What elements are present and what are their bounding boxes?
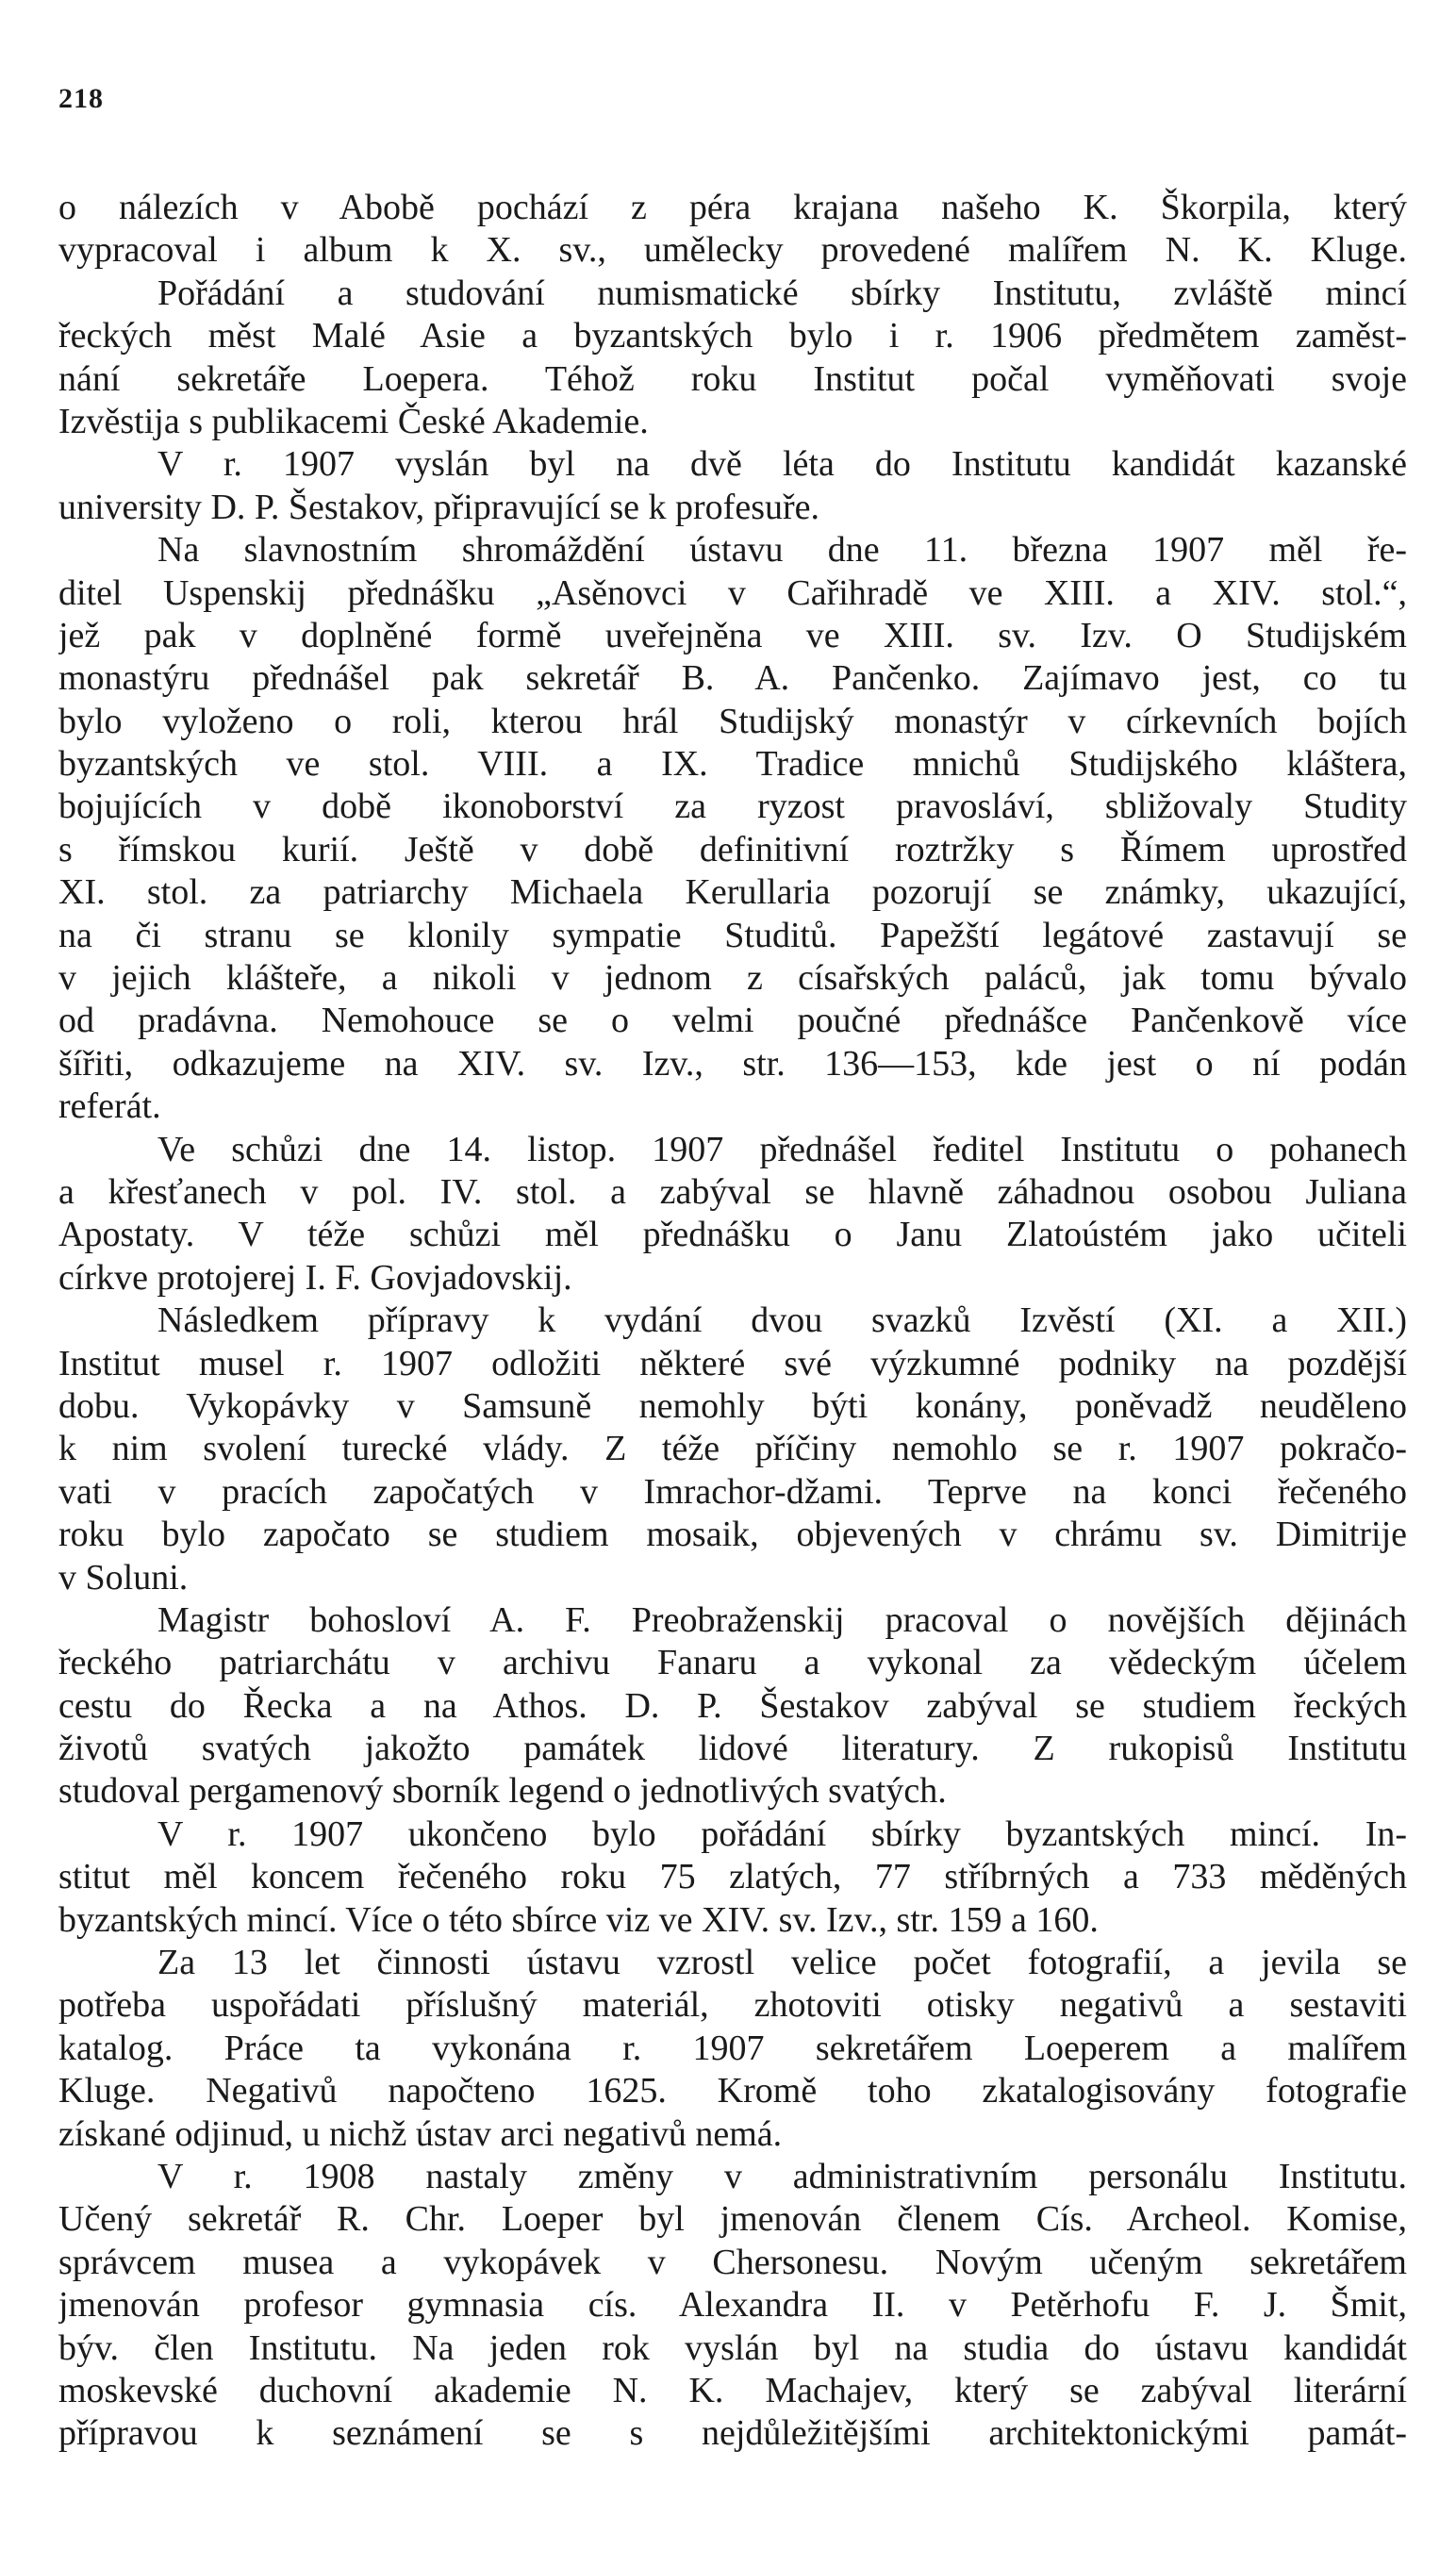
text-line: V r. 1907 ukončeno bylo pořádání sbírky byzantských mincí. In-: [157, 1813, 1407, 1854]
text-line: řeckého patriarchátu v archivu Fanaru a vykonal za vědeckým účelem: [58, 1643, 1407, 1683]
text-line: o nálezích v Abobě pochází z péra krajana našeho K. Škorpila, který: [58, 188, 1407, 227]
text-line: XI. stol. za patriarchy Michaela Kerullaria pozorují se známky, ukazující,: [58, 872, 1407, 913]
text-line: Za 13 let činnosti ústavu vzrostl velice počet fotografií, a jevila se: [157, 1943, 1407, 1983]
text-line: Kluge. Negativů napočteno 1625. Kromě toho zkatalogisovány fotografie: [58, 2071, 1407, 2111]
text-line: s římskou kurií. Ještě v době definitivní roztržky s Římem uprostřed: [58, 829, 1407, 869]
text-line: katalog. Práce ta vykonána r. 1907 sekretářem Loeperem a malířem: [58, 2028, 1407, 2068]
text-line: jmenován profesor gymnasia cís. Alexandra II. v Petěrhofu F. J. Šmit,: [58, 2285, 1407, 2326]
text-line: cestu do Řecka a na Athos. D. P. Šestakov zabýval se studiem řeckých: [58, 1685, 1407, 1726]
text-line: V r. 1908 nastaly změny v administrativním personálu Institutu.: [157, 2156, 1407, 2196]
text-line: Učený sekretář R. Chr. Loeper byl jmenován členem Cís. Archeol. Komise,: [58, 2199, 1407, 2240]
text-line: Apostaty. V téže schůzi měl přednášku o Janu Zlatoústém jako učiteli: [58, 1215, 1407, 1255]
text-line: získané odjinud, u nichž ústav arci negativů nemá.: [58, 2113, 783, 2154]
text-line: Institut musel r. 1907 odložiti některé své výzkumné podniky na pozdější: [58, 1343, 1407, 1383]
text-line: k nim svolení turecké vlády. Z téže příčiny nemohlo se r. 1907 pokračo-: [58, 1429, 1407, 1469]
text-line: vati v pracích započatých v Imrachor-džami. Teprve na konci řečeného: [58, 1471, 1407, 1512]
text-line: studoval pergamenový sborník legend o jednotlivých svatých.: [58, 1771, 947, 1812]
text-line: referát.: [58, 1086, 161, 1127]
text-line: nání sekretáře Loepera. Téhož roku Institut počal vyměňovati svoje: [58, 358, 1407, 399]
text-line: moskevské duchovní akademie N. K. Machajev, který se zabýval literární: [58, 2370, 1407, 2410]
text-line: Pořádání a studování numismatické sbírky Institutu, zvláště mincí: [157, 273, 1407, 313]
text-line: v Soluni.: [58, 1557, 189, 1598]
text-line: monastýru přednášel pak sekretář B. A. Pančenko. Zajímavo jest, co tu: [58, 658, 1407, 699]
text-line: dobu. Vykopávky v Samsuně nemohly býti konány, poněvadž neuděleno: [58, 1385, 1407, 1426]
text-line: stitut měl koncem řečeného roku 75 zlatých, 77 stříbrných a 733 měděných: [58, 1857, 1407, 1897]
text-line: Izvěstija s publikacemi České Akademie.: [58, 401, 649, 441]
text-line: šířiti, odkazujeme na XIV. sv. Izv., str. 136—153, kde jest o ní podán: [58, 1043, 1407, 1084]
text-line: roku bylo započato se studiem mosaik, objevených v chrámu sv. Dimitrije: [58, 1515, 1407, 1555]
text-line: od pradávna. Nemohouce se o velmi poučné přednášce Pančenkově více: [58, 1001, 1407, 1041]
text-line: bojujících v době ikonoborství za ryzost pravosláví, sbližovaly Studity: [58, 787, 1407, 827]
text-line: bylo vyloženo o roli, kterou hrál Studijský monastýr v církevních bojích: [58, 701, 1407, 741]
text-line: vypracoval i album k X. sv., umělecky provedené malířem N. K. Kluge.: [58, 230, 1407, 271]
text-line: býv. člen Institutu. Na jeden rok vyslán byl na studia do ústavu kandidát: [58, 2327, 1407, 2368]
page-number: 218: [58, 83, 104, 114]
text-line: V r. 1907 vyslán byl na dvě léta do Institutu kandidát kazanské: [157, 444, 1407, 485]
text-line: potřeba uspořádati příslušný materiál, zhotoviti otisky negativů a sestaviti: [58, 1985, 1407, 2026]
text-line: v jejich klášteře, a nikoli v jednom z císařských paláců, jak tomu bývalo: [58, 958, 1407, 999]
text-line: církve protojerej I. F. Govjadovskij.: [58, 1257, 572, 1298]
text-line: Magistr bohosloví A. F. Preobraženskij pracoval o novějších dějinách: [157, 1599, 1407, 1640]
text-line: ditel Uspenskij přednášku „Asěnovci v Cařihradě ve XIII. a XIV. stol.“,: [58, 572, 1407, 613]
text-line: správcem musea a vykopávek v Chersonesu. Novým učeným sekretářem: [58, 2242, 1407, 2282]
text-line: Ve schůzi dne 14. listop. 1907 přednášel ředitel Institutu o pohanech: [157, 1129, 1407, 1169]
text-line: řeckých měst Malé Asie a byzantských bylo i r. 1906 předmětem zaměst-: [58, 316, 1407, 356]
text-line: a křesťanech v pol. IV. stol. a zabýval se hlavně záhadnou osobou Juliana: [58, 1171, 1407, 1212]
text-line: university D. P. Šestakov, připravující se k profesuře.: [58, 487, 819, 527]
text-line: byzantských mincí. Více o této sbírce viz ve XIV. sv. Izv., str. 159 a 160.: [58, 1899, 1099, 1940]
text-line: jež pak v doplněné formě uveřejněna ve XIII. sv. Izv. O Studijském: [58, 615, 1407, 655]
text-line: přípravou k seznámení se s nejdůležitějšími architektonickými památ-: [58, 2413, 1407, 2454]
text-line: Na slavnostním shromáždění ústavu dne 11. března 1907 měl ře-: [157, 530, 1407, 571]
text-line: na či stranu se klonily sympatie Studitů. Papežští legátové zastavují se: [58, 915, 1407, 955]
body-text: [58, 187, 1407, 2456]
text-line: byzantských ve stol. VIII. a IX. Tradice mnichů Studijského kláštera,: [58, 744, 1407, 785]
text-line: životů svatých jakožto památek lidové literatury. Z rukopisů Institutu: [58, 1729, 1407, 1769]
text-line: Následkem přípravy k vydání dvou svazků Izvěstí (XI. a XII.): [157, 1300, 1407, 1341]
